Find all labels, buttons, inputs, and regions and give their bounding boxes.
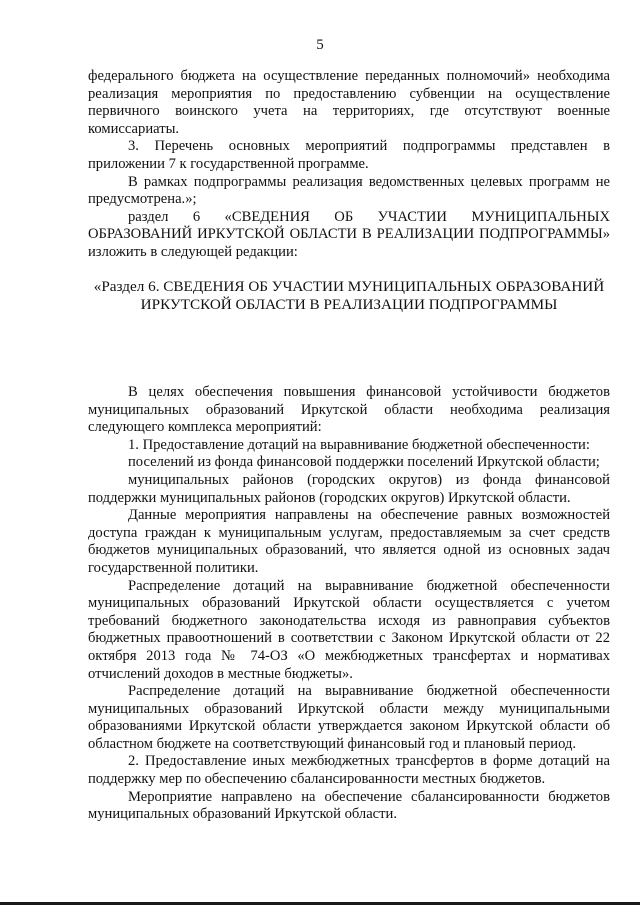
section-body <box>88 384 610 824</box>
paragraph: В целях обеспечения повышения финансовой устойчивости бюджетов муниципальных образований Иркутской области необходима реализация следующего комплекса мероприятий: <box>88 384 610 436</box>
paragraph: федерального бюджета на осуществление переданных полномочий» необходима реализация мероприятия по предоставлению субвенции на осуществление первичного воинского учета на территориях, где отсутствуют военные комиссариаты. <box>88 68 610 137</box>
page-number: 5 <box>316 37 324 53</box>
paragraph: Распределение дотаций на выравнивание бюджетной обеспеченности муниципальных образований Иркутской области осуществляется с учетом требований бюджетного законодательства исходя из равноправия субъектов бюджетных правоотношений в соответствии с Законом Иркутской области от 22 октября 2013 года № 74-ОЗ «О межбюджетных трансфертах и нормативах отчислений доходов в местные бюджеты». <box>88 577 610 682</box>
paragraph: муниципальных районов (городских округов) из фонда финансовой поддержки муниципальных районов (городских округов) Иркутской области. <box>88 471 610 506</box>
paragraph: Мероприятие направлено на обеспечение сбалансированности бюджетов муниципальных образований Иркутской области. <box>88 788 610 823</box>
paragraph: Данные мероприятия направлены на обеспечение равных возможностей доступа граждан к муниципальным услугам, предоставляемым за счет средств бюджетов муниципальных образований, что является одной из основных задач государственной политики. <box>88 507 610 576</box>
paragraph: 2. Предоставление иных межбюджетных трансфертов в форме дотаций на поддержку мер по обеспечению сбалансированности местных бюджетов. <box>88 753 610 788</box>
paragraph: В рамках подпрограммы реализация ведомственных целевых программ не предусмотрена.»; <box>88 173 610 208</box>
paragraph: Распределение дотаций на выравнивание бюджетной обеспеченности муниципальных образований Иркутской области между муниципальными образованиями Иркутской области утверждается законом Иркутской области об областном бюджете на соответствующий финансовый год и плановый период. <box>88 683 610 752</box>
paragraph: 3. Перечень основных мероприятий подпрограммы представлен в приложении 7 к государственной программе. <box>88 138 610 172</box>
paragraph: раздел 6 «СВЕДЕНИЯ ОБ УЧАСТИИ МУНИЦИПАЛЬНЫХ ОБРАЗОВАНИЙ ИРКУТСКОЙ ОБЛАСТИ В РЕАЛИЗАЦИИ ПОДПРОГРАММЫ» изложить в следующей редакции: <box>88 208 610 260</box>
section-heading: «Раздел 6. СВЕДЕНИЯ ОБ УЧАСТИИ МУНИЦИПАЛЬНЫХ ОБРАЗОВАНИЙ ИРКУТСКОЙ ОБЛАСТИ В РЕАЛИЗАЦИИ ПОДПРОГРАММЫ <box>93 278 605 313</box>
paragraph: поселений из фонда финансовой поддержки поселений Иркутской области; <box>128 454 600 471</box>
intro-text <box>88 68 610 262</box>
paragraph: 1. Предоставление дотаций на выравнивание бюджетной обеспеченности: <box>128 436 590 453</box>
